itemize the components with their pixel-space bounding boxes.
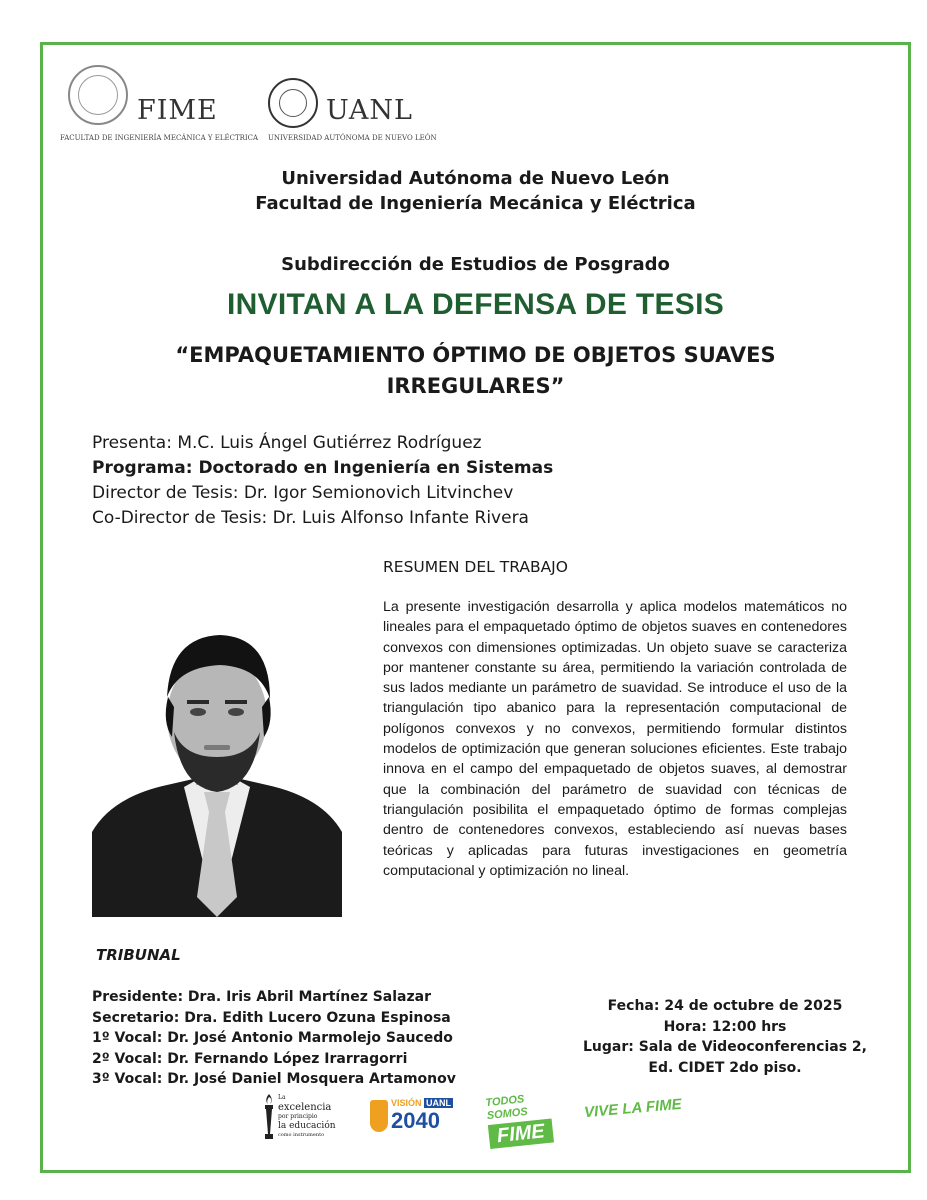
todos-somos-fime-logo xyxy=(484,1089,569,1148)
summary-title: RESUMEN DEL TRABAJO xyxy=(383,558,568,576)
vision-2040-logo xyxy=(370,1098,460,1138)
vision-uanl: UANL xyxy=(426,1098,452,1108)
torch-icon xyxy=(262,1094,276,1140)
tribunal-member: 3º Vocal: Dr. José Daniel Mosquera Artamonov xyxy=(92,1071,456,1087)
thesis-title-line-2: IRREGULARES” xyxy=(386,374,565,398)
event-date: Fecha: 24 de octubre de 2025 xyxy=(607,998,843,1014)
tribunal-list xyxy=(92,987,456,1090)
excelencia-line: por principio xyxy=(278,1113,318,1120)
uanl-wordmark: UANL xyxy=(326,95,413,126)
program: Programa: Doctorado en Ingeniería en Sistemas xyxy=(92,458,554,478)
vision-year: 2040 xyxy=(391,1108,440,1133)
excelencia-line: La xyxy=(278,1094,286,1101)
thesis-info xyxy=(92,431,553,531)
uanl-logo xyxy=(268,78,443,148)
uanl-seal-icon xyxy=(268,78,318,128)
summary-text: La presente investigación desarrolla y aplica modelos matemáticos no lineales para el empaquetado óptimo de objetos suaves en contenedores convexos con dimensiones optimizadas. Un objeto suave se caracteriza por mantener constante su área, permitiendo la variación controlada de sus lados mediante un parámetro de suavidad. Se introduce el uso de la triangulación tipo abanico para la representación computacional de polígonos convexos y no convexos, permitiendo formular distintos modelos de optimización que generan soluciones eficientes. Este trabajo innova en el campo del empaquetado de objetos suaves, al demostrar que la combinación del parámetro de suavidad con técnicas de triangulación posibilita el empaquetado óptimo de formas complejas dentro de contenedores convexos, estableciendo así nuevas bases teóricas y aplicadas para futuras investigaciones en geometría computacional y optimización no lineal. xyxy=(383,599,847,879)
excelencia-line: como instrumento xyxy=(278,1132,325,1138)
tribunal-member: Presidente: Dra. Iris Abril Martínez Salazar xyxy=(92,989,431,1005)
thesis-title-line-1: “EMPAQUETAMIENTO ÓPTIMO DE OBJETOS SUAVES xyxy=(175,343,776,367)
event-details xyxy=(565,996,885,1078)
institution-heading xyxy=(40,166,911,216)
presenter: Presenta: M.C. Luis Ángel Gutiérrez Rodríguez xyxy=(92,433,482,453)
event-time: Hora: 12:00 hrs xyxy=(663,1018,787,1035)
event-place: Lugar: Sala de Videoconferencias 2, xyxy=(583,1039,867,1055)
fime-subtitle: FACULTAD DE INGENIERÍA MECÁNICA Y ELÉCTRICA xyxy=(60,134,259,142)
excelencia-line: la educación xyxy=(278,1121,336,1131)
tribunal-member: 2º Vocal: Dr. Fernando López Irarragorri xyxy=(92,1050,408,1067)
presenter-photo xyxy=(92,627,342,917)
vive-la-fime-logo: VIVE LA FIME xyxy=(583,1095,683,1122)
subdirection-heading: Subdirección de Estudios de Posgrado xyxy=(281,254,670,275)
todos-line-2: FIME xyxy=(488,1118,554,1149)
vision-shield-icon xyxy=(370,1100,388,1132)
excelencia-logo xyxy=(262,1094,344,1142)
event-building: Ed. CIDET 2do piso. xyxy=(648,1059,802,1076)
thesis-title xyxy=(40,340,911,402)
fime-logo xyxy=(60,65,259,145)
invitation-title: INVITAN A LA DEFENSA DE TESIS xyxy=(226,288,725,321)
fime-wordmark: FIME xyxy=(137,95,218,126)
tribunal-heading: TRIBUNAL xyxy=(96,946,181,964)
tribunal-member: 1º Vocal: Dr. José Antonio Marmolejo Saucedo xyxy=(92,1030,453,1046)
faculty-name: Facultad de Ingeniería Mecánica y Eléctrica xyxy=(255,193,696,214)
university-name: Universidad Autónoma de Nuevo León xyxy=(281,168,670,189)
tribunal-member: Secretario: Dra. Edith Lucero Ozuna Espinosa xyxy=(92,1009,451,1026)
uanl-subtitle: UNIVERSIDAD AUTÓNOMA DE NUEVO LEÓN xyxy=(268,134,437,142)
fime-seal-icon xyxy=(68,65,128,125)
director: Director de Tesis: Dr. Igor Semionovich Litvinchev xyxy=(92,483,514,503)
excelencia-line: excelencia xyxy=(278,1102,332,1113)
todos-line-1: TODOS SOMOS xyxy=(484,1093,529,1123)
vision-word: VISIÓN xyxy=(391,1098,422,1108)
co-director: Co-Director de Tesis: Dr. Luis Alfonso Infante Rivera xyxy=(92,508,529,528)
